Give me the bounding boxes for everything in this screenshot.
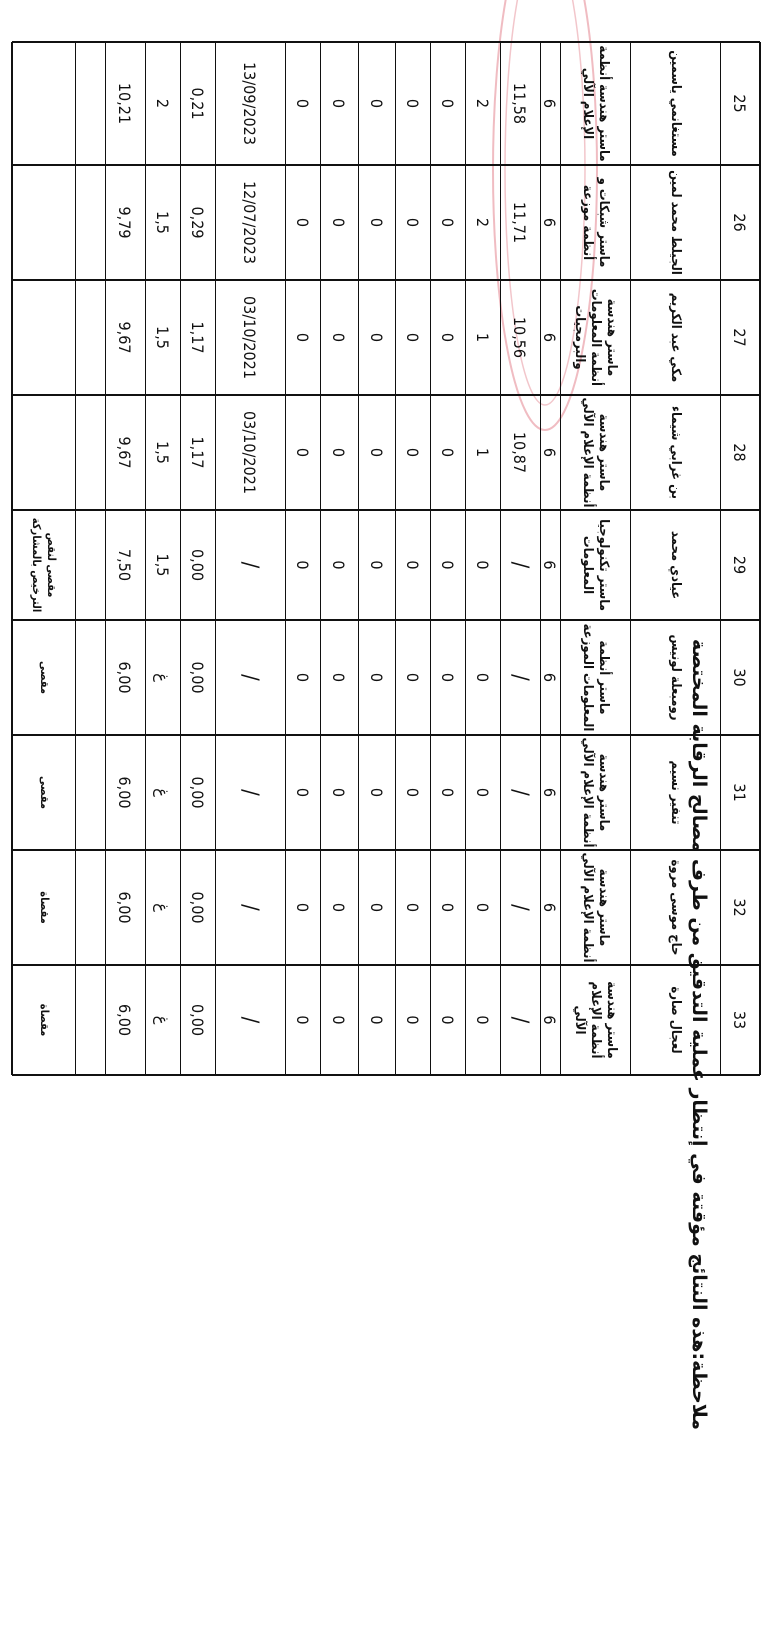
cell-name: مكي عبد الكريم <box>668 292 684 383</box>
cell-c6: 0 <box>367 332 386 343</box>
cell-c2: / <box>507 1016 533 1024</box>
cell-c1: 6 <box>540 217 560 228</box>
cell-c7: 0 <box>329 902 349 913</box>
cell-date: / <box>237 1016 263 1024</box>
cell-num: 25 <box>730 94 750 113</box>
cell-total: 10,21 <box>115 82 135 125</box>
cell-c6: 0 <box>367 787 386 798</box>
cell-c3: 0 <box>473 1015 492 1025</box>
cell-c1: 6 <box>540 672 560 683</box>
cell-c3: 1 <box>473 332 492 343</box>
cell-c10: 2 <box>153 98 172 109</box>
cell-c10: 1,5 <box>153 326 172 349</box>
cell-total: 9,79 <box>115 206 135 239</box>
cell-name: لعجال صارة <box>668 986 684 1054</box>
footer-note: ملاحظة:هذه النتائج مؤقتة في إنتظار عملية التدقيق من طرف مصالح الرقابة المختصة <box>688 638 710 1430</box>
cell-c4: 0 <box>438 560 457 570</box>
cell-spec: ماستر هندسة أنظمة الإعلام الآلي <box>571 981 620 1059</box>
cell-spec: ماستر هندسة أنظمة الإعلام الآلي <box>580 45 612 162</box>
cell-date: / <box>237 674 263 681</box>
cell-num: 30 <box>730 668 750 687</box>
cell-c10: غ <box>153 903 172 912</box>
cell-c8: 0 <box>293 672 312 683</box>
cell-num: 26 <box>730 213 750 232</box>
cell-c3: 2 <box>473 98 492 109</box>
cell-date: / <box>237 904 263 911</box>
cell-c4: 0 <box>438 902 457 913</box>
cell-c1: 6 <box>540 902 560 913</box>
cell-c3: 2 <box>473 217 492 228</box>
cell-c9: 0,00 <box>188 1003 207 1037</box>
cell-c5: 0 <box>403 98 422 109</box>
cell-c2: 11,58 <box>510 82 530 125</box>
cell-c9: 0,21 <box>188 87 207 120</box>
cell-total: 6,00 <box>115 891 135 924</box>
cell-c6: 0 <box>367 98 386 109</box>
cell-c10: 1,5 <box>153 211 172 234</box>
cell-date: 12/07/2023 <box>240 181 260 264</box>
cell-name: عيادي محمد <box>668 530 684 600</box>
cell-spec: ماستر هندسة أنظمة الإعلام الآلي <box>580 737 612 848</box>
cell-c10: 1,5 <box>153 553 172 577</box>
cell-c5: 0 <box>403 447 422 458</box>
cell-c6: 0 <box>367 447 386 458</box>
cell-c1: 6 <box>540 560 560 570</box>
cell-obs: مقصاة <box>37 891 51 924</box>
cell-c8: 0 <box>293 332 312 343</box>
cell-total: 7,50 <box>115 548 135 582</box>
cell-c4: 0 <box>438 332 457 343</box>
cell-c5: 0 <box>403 902 422 913</box>
cell-c10: غ <box>153 788 172 797</box>
cell-spec: ماستر هندسة أنظمة الإعلام الآلي <box>580 397 612 508</box>
cell-total: 6,00 <box>115 1003 135 1037</box>
cell-c1: 6 <box>540 98 560 109</box>
cell-num: 28 <box>730 443 750 462</box>
cell-name: رومبعلة لونيس <box>668 634 684 721</box>
cell-name: تنفير نسيم <box>668 760 684 825</box>
cell-c9: 1,17 <box>188 436 207 469</box>
cell-c4: 0 <box>438 217 457 228</box>
cell-c5: 0 <box>403 787 422 798</box>
cell-c10: غ <box>153 1015 172 1025</box>
cell-c9: 0,00 <box>188 891 207 924</box>
cell-c3: 1 <box>473 447 492 458</box>
cell-c3: 0 <box>473 787 492 798</box>
cell-c1: 6 <box>540 447 560 458</box>
cell-num: 29 <box>730 555 750 575</box>
cell-c7: 0 <box>329 332 349 343</box>
cell-c10: غ <box>153 673 172 682</box>
cell-c6: 0 <box>367 672 386 683</box>
cell-date: 03/10/2021 <box>240 411 260 494</box>
cell-name: الجيلط محمد لمين <box>668 170 684 275</box>
cell-c5: 0 <box>403 217 422 228</box>
cell-total: 6,00 <box>115 661 135 694</box>
cell-obs: مقصاة <box>37 1003 51 1037</box>
cell-c1: 6 <box>540 332 560 343</box>
cell-total: 9,67 <box>115 321 135 354</box>
cell-c9: 0,00 <box>188 661 207 694</box>
cell-c8: 0 <box>293 902 312 913</box>
cell-c8: 0 <box>293 1015 312 1025</box>
cell-spec: ماستر هندسة أنظمة المعلومات والبرمجيات <box>571 288 620 387</box>
cell-c7: 0 <box>329 217 349 228</box>
cell-c8: 0 <box>293 217 312 228</box>
cell-c6: 0 <box>367 560 386 570</box>
cell-c1: 6 <box>540 1015 560 1025</box>
cell-num: 33 <box>730 1010 750 1030</box>
cell-c5: 0 <box>403 332 422 343</box>
cell-c1: 6 <box>540 787 560 798</box>
cell-c2: / <box>507 789 533 796</box>
cell-c4: 0 <box>438 787 457 798</box>
cell-c2: / <box>507 674 533 681</box>
cell-c7: 0 <box>329 98 349 109</box>
cell-spec: ماستر هندسة أنظمة الإعلام الآلي <box>580 852 612 963</box>
cell-num: 27 <box>730 328 750 347</box>
cell-c4: 0 <box>438 672 457 683</box>
cell-c8: 0 <box>293 447 312 458</box>
cell-name: بن غرابي شيماء <box>668 405 684 500</box>
cell-c7: 0 <box>329 787 349 798</box>
cell-obs: مقصى <box>37 775 51 810</box>
cell-num: 32 <box>730 898 750 917</box>
cell-c4: 0 <box>438 447 457 458</box>
cell-spec: ماستر أنظمة المعلومات الموزعة <box>580 623 612 732</box>
cell-obs: مقصى <box>37 660 51 695</box>
cell-c5: 0 <box>403 1015 422 1025</box>
cell-total: 9,67 <box>115 436 135 469</box>
cell-c6: 0 <box>367 902 386 913</box>
cell-c9: 0,29 <box>188 206 207 239</box>
cell-c4: 0 <box>438 1015 457 1025</box>
cell-c5: 0 <box>403 672 422 683</box>
cell-c2: / <box>507 904 533 911</box>
cell-c9: 1,17 <box>188 321 207 354</box>
cell-name: مستغانمي ياسمين <box>668 50 684 157</box>
cell-c8: 0 <box>293 98 312 109</box>
cell-spec: ماستر شبكات و أنظمة موزعة <box>580 177 612 268</box>
cell-c7: 0 <box>329 672 349 683</box>
cell-c7: 0 <box>329 1015 349 1025</box>
cell-date: / <box>237 561 263 569</box>
cell-num: 31 <box>730 783 750 802</box>
cell-date: 13/09/2023 <box>240 62 260 145</box>
cell-c4: 0 <box>438 98 457 109</box>
cell-obs: مقصى لنقص الترخيص بالمشاركة <box>30 517 58 613</box>
cell-c2: 10,87 <box>510 431 530 474</box>
cell-date: / <box>237 789 263 796</box>
cell-c9: 0,00 <box>188 776 207 809</box>
cell-total: 6,00 <box>115 776 135 809</box>
cell-c2: 10,56 <box>510 316 530 359</box>
cell-c3: 0 <box>473 560 492 570</box>
cell-spec: ماستر تكنولوجيا المعلومات <box>580 519 612 611</box>
cell-name: حاج موسى مروة <box>668 859 684 956</box>
cell-c9: 0,00 <box>188 548 207 582</box>
cell-c8: 0 <box>293 560 312 570</box>
cell-c3: 0 <box>473 672 492 683</box>
cell-c8: 0 <box>293 787 312 798</box>
cell-c6: 0 <box>367 1015 386 1025</box>
cell-c7: 0 <box>329 447 349 458</box>
cell-c2: 11,71 <box>510 201 530 244</box>
cell-c3: 0 <box>473 902 492 913</box>
cell-c7: 0 <box>329 560 349 570</box>
cell-date: 03/10/2021 <box>240 296 260 379</box>
cell-c5: 0 <box>403 560 422 570</box>
cell-c10: 1,5 <box>153 441 172 464</box>
cell-c2: / <box>507 561 533 569</box>
cell-c6: 0 <box>367 217 386 228</box>
